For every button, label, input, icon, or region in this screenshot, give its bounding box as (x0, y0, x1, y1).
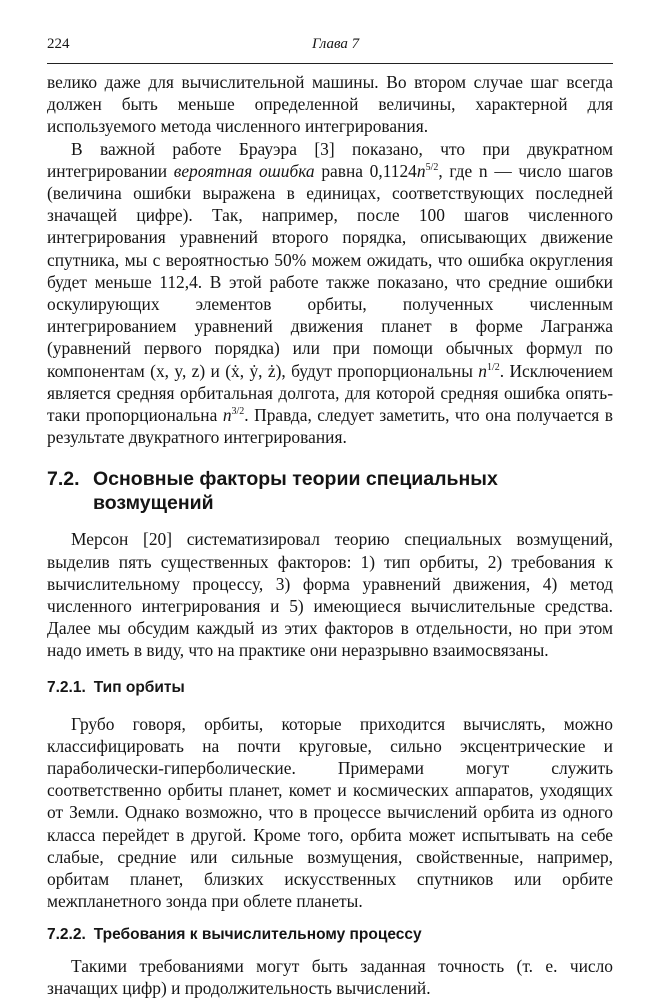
subsection-heading-7-2-1 (47, 678, 613, 698)
variable-n: n (478, 360, 487, 381)
emphasis-text: вероятная ошибка (173, 160, 315, 181)
subsection-title: Требования к вычислительному процессу (93, 925, 422, 943)
intro-paragraph-2 (47, 138, 613, 449)
subsection-number: 7.2.2. (47, 925, 86, 943)
subsection-heading-7-2-2 (47, 925, 613, 945)
text-run: , где n — число шагов (величина ошибки выражена в единицах, соответствующих последней значащей цифре). Так, например, после 100 шагов численного интегрирования уравнений второго порядка, описывающих движение спутника, мы с вероятностью 50% можем ожидать, что ошибка округления будет меньше 112,4. В этой работе также показано, что средние ошибки оскулирующих элементов орбиты, полученных численным интегрированием уравнений движения планет в форме Лагранжа (уравнений первого порядка) или при помощи обычных формул по компонентам (x, y, z) и (ẋ, ẏ, ż), будут пропорциональны (47, 160, 613, 381)
header-rule (47, 63, 613, 64)
section-7-2-1-paragraph: Грубо говоря, орбиты, которые приходится вычислять, можно классифицировать на почти круговые, сильно эксцентрические и параболически-гиперболические. Примерами могут служить соответственно орбиты планет, комет и космических аппаратов, уходящих от Земли. Однако возможно, что в процессе вычислений орбита из одного класса перейдет в другой. Кроме того, орбита может испытывать на себе слабые, средние или сильные возмущения, свойственные, например, орбитам планет, близких искусственных спутников или орбите межпланетного зонда при облете планеты. (47, 713, 613, 912)
section-heading-7-2 (47, 467, 613, 515)
exponent: 1/2 (486, 361, 500, 373)
exponent: 3/2 (231, 406, 245, 418)
variable-n: n (416, 160, 426, 181)
chapter-title: Глава 7 (312, 36, 360, 52)
page-number: 224 (47, 36, 70, 52)
section-7-2-2-paragraph: Такими требованиями могут быть заданная точность (т. е. число значащих цифр) и продолжительность вычислений. (47, 955, 613, 998)
book-page (47, 36, 613, 999)
text-run: . Исключением является средняя орбитальная долгота, для которой средняя ошибка опять-таки пропорциональна (47, 360, 613, 426)
intro-paragraph-1: велико даже для вычислительной машины. Во втором случае шаг всегда должен быть меньше определенной величины, характерной для используемого метода численного интегрирования. (47, 72, 613, 137)
section-title: Основные факторы теории специальных возмущений (93, 468, 498, 515)
exponent: 5/2 (425, 162, 439, 174)
text-run: . Правда, следует заметить, что она получается в результате двукратного интегрирования. (47, 405, 614, 448)
variable-n: n (222, 405, 232, 426)
running-head (47, 36, 613, 58)
section-number: 7.2. (47, 468, 80, 491)
text-run: равна 0,1124 (314, 160, 417, 181)
text-run: В важной работе Брауэра [3] показано, что при двукратном интегрировании (47, 138, 613, 181)
section-7-2-paragraph: Мерсон [20] систематизировал теорию специальных возмущений, выделив пять существенных факторов: 1) тип орбиты, 2) требования к вычислительному процессу, 3) форма уравнений движения, 4) метод численного интегрирования и 5) имеющиеся вычислительные средства. Далее мы обсудим каждый из этих факторов в отдельности, но при этом надо иметь в виду, что на практике они неразрывно взаимосвязаны. (47, 529, 613, 661)
subsection-number: 7.2.1. (47, 678, 86, 696)
subsection-title: Тип орбиты (93, 678, 185, 696)
